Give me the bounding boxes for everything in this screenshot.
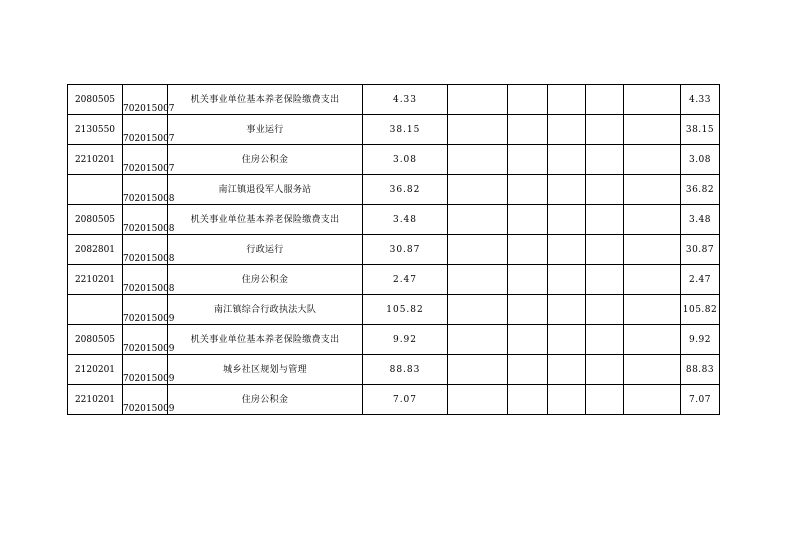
amount-cell: 4.33	[363, 85, 448, 115]
empty-cell	[548, 145, 586, 175]
item-name-cell: 住房公积金	[168, 145, 363, 175]
amount-cell: 38.15	[363, 115, 448, 145]
total-cell: 9.92	[681, 325, 720, 355]
unit-code-cell: 702015007	[123, 85, 168, 115]
empty-cell	[548, 325, 586, 355]
item-name-cell: 南江镇综合行政执法大队	[168, 295, 363, 325]
table-row	[68, 85, 720, 115]
empty-cell	[586, 145, 624, 175]
table-row	[68, 235, 720, 265]
amount-cell: 2.47	[363, 265, 448, 295]
empty-cell	[508, 175, 548, 205]
empty-cell	[508, 355, 548, 385]
amount-cell: 3.08	[363, 145, 448, 175]
classification-code-cell	[68, 295, 123, 325]
item-name-cell: 机关事业单位基本养老保险缴费支出	[168, 205, 363, 235]
empty-cell	[548, 295, 586, 325]
empty-cell	[586, 355, 624, 385]
classification-code-cell	[68, 175, 123, 205]
unit-code-cell: 702015008	[123, 175, 168, 205]
empty-cell	[586, 265, 624, 295]
empty-cell	[624, 325, 681, 355]
empty-cell	[508, 385, 548, 415]
empty-cell	[624, 235, 681, 265]
classification-code-cell: 2080505	[68, 85, 123, 115]
empty-cell	[448, 385, 508, 415]
item-name-cell: 南江镇退役军人服务站	[168, 175, 363, 205]
classification-code-cell: 2210201	[68, 265, 123, 295]
empty-cell	[624, 295, 681, 325]
unit-code-cell: 702015008	[123, 265, 168, 295]
item-name-cell: 事业运行	[168, 115, 363, 145]
empty-cell	[548, 115, 586, 145]
total-cell: 2.47	[681, 265, 720, 295]
empty-cell	[508, 205, 548, 235]
empty-cell	[508, 265, 548, 295]
unit-code-cell: 702015008	[123, 235, 168, 265]
empty-cell	[508, 295, 548, 325]
empty-cell	[508, 115, 548, 145]
empty-cell	[448, 115, 508, 145]
item-name-cell: 城乡社区规划与管理	[168, 355, 363, 385]
empty-cell	[448, 265, 508, 295]
empty-cell	[586, 85, 624, 115]
classification-code-cell: 2080505	[68, 325, 123, 355]
empty-cell	[624, 175, 681, 205]
budget-table-body	[68, 85, 720, 415]
empty-cell	[448, 145, 508, 175]
empty-cell	[548, 385, 586, 415]
total-cell: 30.87	[681, 235, 720, 265]
unit-code-cell: 702015007	[123, 145, 168, 175]
empty-cell	[624, 85, 681, 115]
classification-code-cell: 2210201	[68, 145, 123, 175]
total-cell: 7.07	[681, 385, 720, 415]
empty-cell	[448, 355, 508, 385]
amount-cell: 7.07	[363, 385, 448, 415]
amount-cell: 9.92	[363, 325, 448, 355]
table-row	[68, 175, 720, 205]
empty-cell	[508, 235, 548, 265]
classification-code-cell: 2130550	[68, 115, 123, 145]
empty-cell	[586, 205, 624, 235]
empty-cell	[448, 295, 508, 325]
empty-cell	[548, 205, 586, 235]
empty-cell	[586, 385, 624, 415]
amount-cell: 30.87	[363, 235, 448, 265]
item-name-cell: 机关事业单位基本养老保险缴费支出	[168, 325, 363, 355]
amount-cell: 88.83	[363, 355, 448, 385]
table-row	[68, 355, 720, 385]
classification-code-cell: 2210201	[68, 385, 123, 415]
empty-cell	[448, 205, 508, 235]
table-row	[68, 385, 720, 415]
amount-cell: 36.82	[363, 175, 448, 205]
empty-cell	[448, 325, 508, 355]
budget-table	[67, 84, 720, 415]
empty-cell	[548, 235, 586, 265]
empty-cell	[548, 175, 586, 205]
empty-cell	[508, 145, 548, 175]
table-row	[68, 115, 720, 145]
empty-cell	[624, 265, 681, 295]
classification-code-cell: 2080505	[68, 205, 123, 235]
total-cell: 38.15	[681, 115, 720, 145]
total-cell: 3.48	[681, 205, 720, 235]
table-row	[68, 325, 720, 355]
table-row	[68, 205, 720, 235]
classification-code-cell: 2120201	[68, 355, 123, 385]
unit-code-cell: 702015007	[123, 115, 168, 145]
empty-cell	[508, 85, 548, 115]
amount-cell: 105.82	[363, 295, 448, 325]
empty-cell	[624, 385, 681, 415]
empty-cell	[624, 205, 681, 235]
empty-cell	[624, 115, 681, 145]
empty-cell	[448, 175, 508, 205]
empty-cell	[586, 235, 624, 265]
total-cell: 4.33	[681, 85, 720, 115]
total-cell: 88.83	[681, 355, 720, 385]
amount-cell: 3.48	[363, 205, 448, 235]
empty-cell	[586, 295, 624, 325]
item-name-cell: 机关事业单位基本养老保险缴费支出	[168, 85, 363, 115]
total-cell: 36.82	[681, 175, 720, 205]
empty-cell	[548, 355, 586, 385]
empty-cell	[448, 235, 508, 265]
item-name-cell: 住房公积金	[168, 385, 363, 415]
empty-cell	[508, 325, 548, 355]
unit-code-cell: 702015009	[123, 355, 168, 385]
unit-code-cell: 702015009	[123, 385, 168, 415]
unit-code-cell: 702015008	[123, 205, 168, 235]
total-cell: 105.82	[681, 295, 720, 325]
empty-cell	[586, 115, 624, 145]
empty-cell	[548, 265, 586, 295]
item-name-cell: 行政运行	[168, 235, 363, 265]
classification-code-cell: 2082801	[68, 235, 123, 265]
empty-cell	[624, 145, 681, 175]
table-row	[68, 145, 720, 175]
empty-cell	[586, 175, 624, 205]
empty-cell	[624, 355, 681, 385]
item-name-cell: 住房公积金	[168, 265, 363, 295]
unit-code-cell: 702015009	[123, 325, 168, 355]
total-cell: 3.08	[681, 145, 720, 175]
empty-cell	[586, 325, 624, 355]
empty-cell	[548, 85, 586, 115]
table-row	[68, 265, 720, 295]
empty-cell	[448, 85, 508, 115]
unit-code-cell: 702015009	[123, 295, 168, 325]
table-row	[68, 295, 720, 325]
